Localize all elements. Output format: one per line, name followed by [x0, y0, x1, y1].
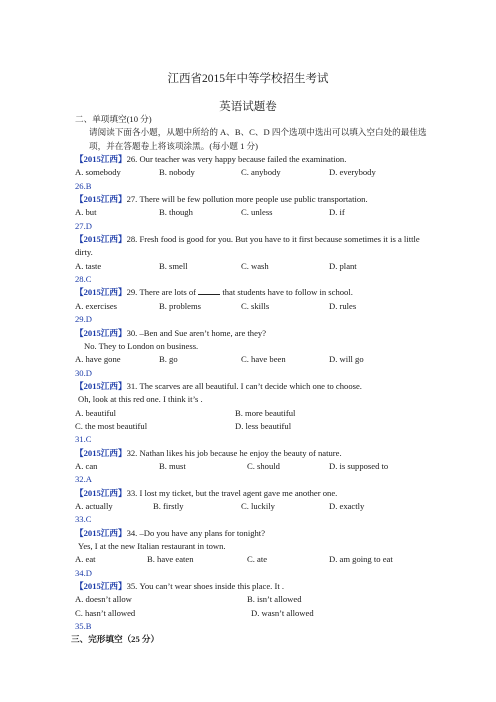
option: B. problems: [159, 300, 202, 311]
exam-content: [71, 113, 437, 647]
answer: 35.B: [75, 621, 92, 632]
option: D. wasn’t allowed: [251, 607, 314, 618]
option: D. everybody: [329, 167, 376, 178]
option: A. taste: [75, 260, 102, 271]
option: C. ate: [247, 554, 268, 565]
question-stem: 【2015江西】32. Nathan likes his job because he enjoy the beauty of nature.: [75, 447, 342, 458]
options-row: [75, 206, 437, 219]
answer: 29.D: [75, 314, 92, 325]
question-stem: 【2015江西】26. Our teacher was very happy because failed the examination.: [75, 154, 347, 165]
option: B. must: [159, 460, 186, 471]
option: D. is supposed to: [329, 460, 389, 471]
section-instructions: 请阅读下面各小题，从题中所给的 A、B、C、D 四个选项中选出可以填入空白处的最佳选项，并在答题卷上将该项涂黑。(每小题 1 分): [89, 127, 427, 151]
options-row: [75, 260, 437, 273]
option: B. though: [159, 207, 193, 218]
section-heading: 三、完形填空（25 分）: [71, 634, 160, 645]
exam-title: 江西省2015年中等学校招生考试: [167, 73, 329, 85]
option: D. plant: [329, 260, 357, 271]
question-stem: 【2015江西】28. Fresh food is good for you. But you have to it first because sometimes it is a little dirty.: [75, 234, 420, 258]
answer-blank: [198, 286, 220, 295]
options-row: [75, 500, 437, 513]
option: C. luckily: [241, 500, 275, 511]
question-stem: 【2015江西】34. –Do you have any plans for tonight?: [75, 527, 266, 538]
source-tag: 【2015江西】: [75, 581, 127, 592]
option: C. the most beautiful: [75, 420, 148, 431]
option: B. smell: [159, 260, 188, 271]
option: A. have gone: [75, 354, 121, 365]
option: B. isn’t allowed: [247, 594, 302, 605]
question-reply: No. They to London on business.: [84, 340, 199, 351]
answer: 27.D: [75, 220, 92, 231]
option: B. have eaten: [147, 554, 194, 565]
options-row: [75, 353, 437, 366]
options-row: [75, 607, 437, 620]
source-tag: 【2015江西】: [75, 447, 127, 458]
option: A. exercises: [75, 300, 117, 311]
option: D. exactly: [329, 500, 365, 511]
source-tag: 【2015江西】: [75, 380, 127, 391]
question-stem: 【2015江西】31. The scarves are all beautiful. I can’t decide which one to choose.: [75, 380, 362, 391]
option: B. go: [159, 354, 178, 365]
option: C. anybody: [241, 167, 281, 178]
option: D. if: [329, 207, 345, 218]
question-stem: 【2015江西】30. –Ben and Sue aren’t home, are they?: [75, 327, 267, 338]
options-row: [75, 553, 437, 566]
source-tag: 【2015江西】: [75, 234, 127, 245]
option: A. eat: [75, 554, 96, 565]
option: A. somebody: [75, 167, 121, 178]
option: A. doesn’t allow: [75, 594, 132, 605]
source-tag: 【2015江西】: [75, 487, 127, 498]
options-row: [75, 407, 437, 420]
answer: 26.B: [75, 180, 92, 191]
option: C. hasn’t allowed: [75, 607, 136, 618]
answer: 30.D: [75, 367, 92, 378]
options-row: [75, 460, 437, 473]
options-row: [75, 300, 437, 313]
option: B. nobody: [159, 167, 195, 178]
option: D. rules: [329, 300, 357, 311]
question-stem: 【2015江西】33. I lost my ticket, but the travel agent gave me another one.: [75, 487, 338, 498]
answer: 28.C: [75, 274, 92, 285]
option: C. should: [247, 460, 280, 471]
exam-subtitle: 英语试题卷: [219, 101, 277, 113]
source-tag: 【2015江西】: [75, 327, 127, 338]
answer: 34.D: [75, 567, 92, 578]
option: A. beautiful: [75, 407, 117, 418]
options-row: [75, 593, 437, 606]
question-stem: 【2015江西】27. There will be few pollution more people use public transportation.: [75, 194, 368, 205]
source-tag: 【2015江西】: [75, 194, 127, 205]
option: A. can: [75, 460, 98, 471]
option: D. will go: [329, 354, 364, 365]
source-tag: 【2015江西】: [75, 154, 127, 165]
answer: 32.A: [75, 474, 92, 485]
option: C. unless: [241, 207, 273, 218]
option: B. more beautiful: [235, 407, 296, 418]
answer: 31.C: [75, 434, 92, 445]
options-row: [75, 166, 437, 179]
question-stem: 【2015江西】35. You can’t wear shoes inside this place. It .: [75, 581, 285, 592]
question-reply: Oh, look at this red one. I think it’s .: [78, 394, 203, 405]
option: C. skills: [241, 300, 270, 311]
option: A. but: [75, 207, 97, 218]
option: A. actually: [75, 500, 113, 511]
option: C. wash: [241, 260, 269, 271]
source-tag: 【2015江西】: [75, 527, 127, 538]
option: B. firstly: [153, 500, 184, 511]
answer: 33.C: [75, 514, 92, 525]
option: D. less beautiful: [235, 420, 292, 431]
option: D. am going to eat: [329, 554, 393, 565]
options-row: [75, 420, 437, 433]
question-stem: 【2015江西】29. There are lots of that students have to follow in school.: [75, 287, 353, 298]
option: C. have been: [241, 354, 286, 365]
source-tag: 【2015江西】: [75, 287, 127, 298]
section-heading: 二、单项填空(10 分): [75, 114, 152, 124]
question-reply: Yes, I at the new Italian restaurant in town.: [78, 541, 226, 551]
